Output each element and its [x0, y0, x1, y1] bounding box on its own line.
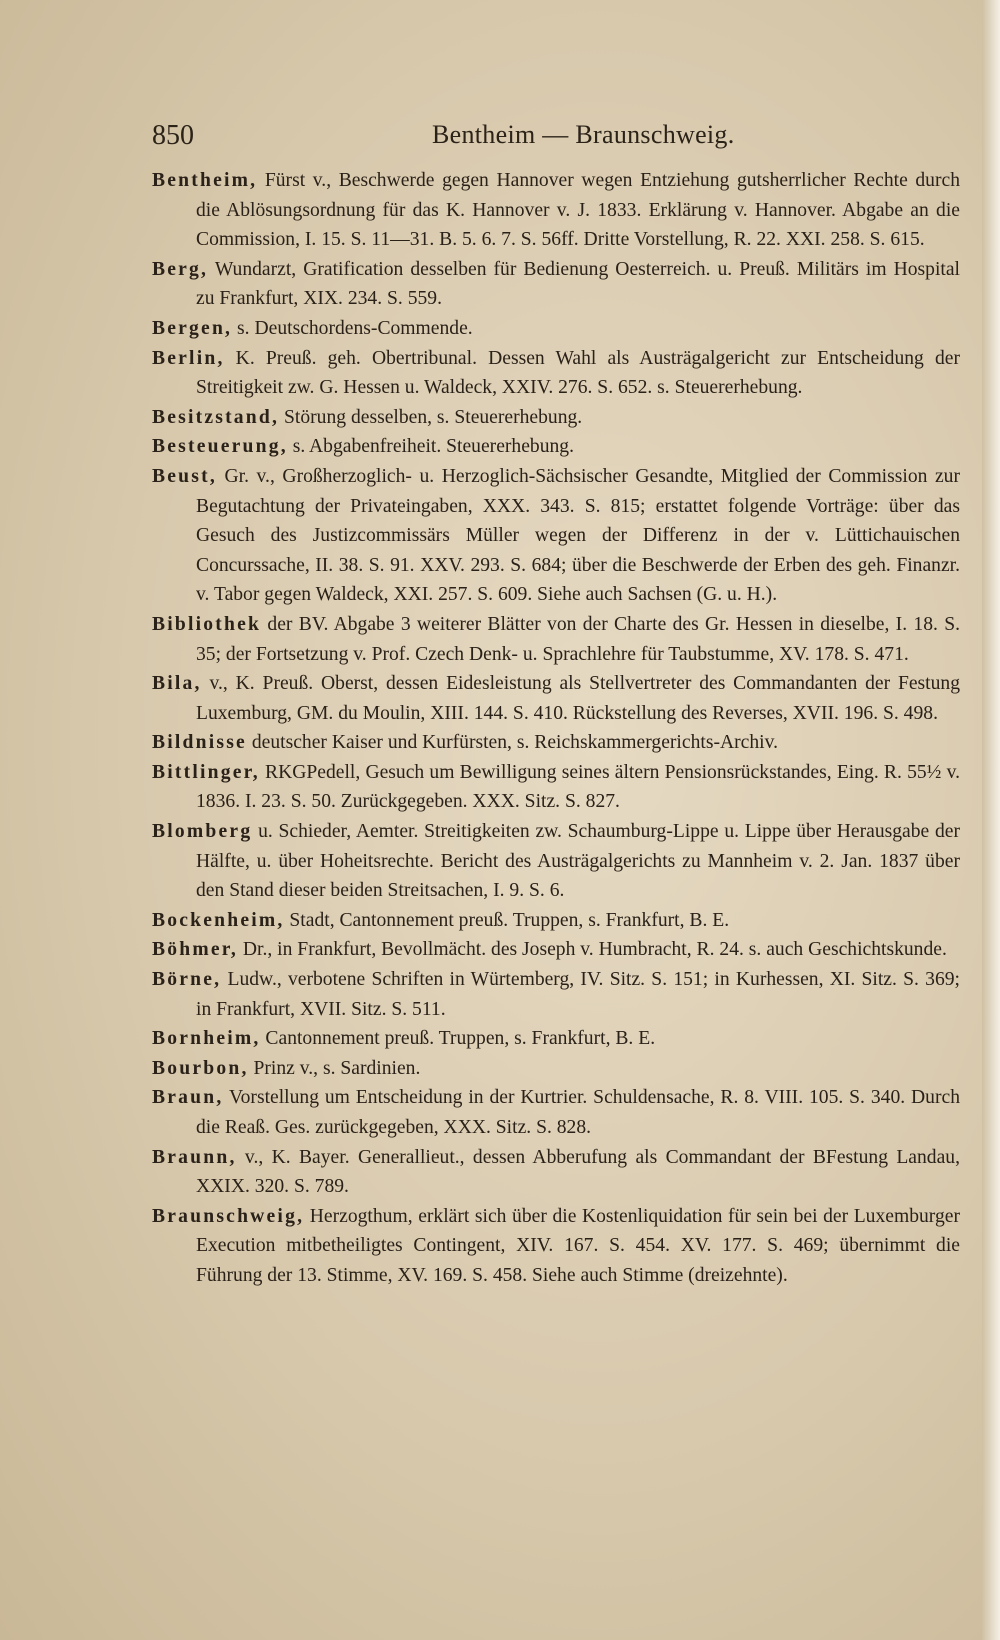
entry-text: v., K. Preuß. Oberst, dessen Eidesleistung als Stellvertreter des Commandanten der Festung Luxemburg, GM. du Moulin, XIII. 144. S. 410. Rückstellung des Reverses, XVII. 196. S. 498.: [196, 673, 960, 724]
entry-lemma: Braunschweig,: [152, 1205, 305, 1227]
entry-lemma: Berlin,: [152, 347, 225, 369]
entry-text: s. Deutschordens-Commende.: [232, 317, 473, 339]
index-entry: [152, 1054, 960, 1084]
entry-text: u. Schieder, Aemter. Streitigkeiten zw. Schaumburg-Lippe u. Lippe über Herausgabe der Hälfte, u. über Hoheitsrechte. Bericht des Austrägalgerichts zu Mannheim v. 2. Jan. 1837 über den Stand dieser beiden Streitsachen, I. 9. S. 6.: [196, 821, 960, 902]
entry-text: Wundarzt, Gratification desselben für Bedienung Oesterreich. u. Preuß. Militärs im Hospital zu Frankfurt, XIX. 234. S. 559.: [196, 258, 960, 310]
index-entry: [152, 610, 960, 669]
entry-lemma: Braun,: [152, 1087, 224, 1109]
entry-lemma: Bergen,: [152, 317, 233, 339]
index-entry: [152, 1143, 960, 1202]
entry-text: Stadt, Cantonnement preuß. Truppen, s. Frankfurt, B. E.: [284, 909, 730, 931]
entry-lemma: Bittlinger,: [152, 761, 260, 783]
entry-lemma: Börne,: [152, 969, 222, 991]
index-entry: [152, 1202, 960, 1291]
page-number: 850: [152, 120, 194, 151]
entry-text: Gr. v., Großherzoglich- u. Herzoglich-Sächsischer Gesandte, Mitglied der Commission zur Begutachtung der Privateingaben, XXX. 343. S. 815; erstattet folgende Vorträge: über das Gesuch des Justizcommissärs Müller wegen der Differenz in der v. Lüttichauischen Concurssache, II. 38. S. 91. XXV. 293. S. 684; über die Beschwerde der Erben des geh. Finanzr. v. Tabor gegen Waldeck, XXI. 257. S. 609. Siehe auch Sachsen (G. u. H.).: [196, 465, 960, 606]
entry-text: Dr., in Frankfurt, Bevollmächt. des Joseph v. Humbracht, R. 24. s. auch Geschichtskunde.: [237, 939, 947, 961]
entry-text: der BV. Abgabe 3 weiterer Blätter von der Charte des Gr. Hessen in dieselbe, I. 18. S. 35; der Fortsetzung v. Prof. Czech Denk- u. Sprachlehre für Taubstumme, XV. 178. S. 471.: [196, 613, 960, 665]
entry-lemma: Bila,: [152, 673, 202, 695]
index-entry: [152, 758, 960, 817]
entry-text: Herzogthum, erklärt sich über die Kostenliquidation für sein bei der Luxemburger Execution mitbetheiligtes Contingent, XIV. 167. S. 454. XV. 177. S. 469; übernimmt die Führung der 13. Stimme, XV. 169. S. 458. Siehe auch Stimme (dreizehnte).: [196, 1205, 960, 1286]
index-entry: [152, 669, 960, 728]
entry-text: Fürst v., Beschwerde gegen Hannover wegen Entziehung gutsherrlicher Rechte durch die Ablösungsordnung für das K. Hannover v. J. 1833. Erklärung v. Hannover. Abgabe an die Commission, I. 15. S. 11—31. B. 5. 6. 7. S. 56ff. Dritte Vorstellung, R. 22. XXI. 258. S. 615.: [196, 170, 960, 251]
page-header: [152, 120, 952, 160]
index-entries: [152, 166, 960, 1291]
entry-lemma: Blomberg: [152, 821, 253, 843]
entry-lemma: Bockenheim,: [152, 909, 285, 931]
index-entry: [152, 935, 960, 965]
entry-lemma: Böhmer,: [152, 939, 238, 961]
running-head: Bentheim — Braunschweig.: [432, 120, 735, 149]
index-entry: [152, 1083, 960, 1142]
entry-text: v., K. Bayer. Generallieut., dessen Abberufung als Commandant der BFestung Landau, XXIX. 320. S. 789.: [196, 1146, 960, 1198]
entry-lemma: Berg,: [152, 258, 209, 280]
index-entry: [152, 462, 960, 610]
index-entry: [152, 817, 960, 906]
entry-text: K. Preuß. geh. Obertribunal. Dessen Wahl als Austrägalgericht zur Entscheidung der Streitigkeit zw. G. Hessen u. Waldeck, XXIV. 276. S. 652. s. Steuererhebung.: [196, 347, 960, 399]
entry-text: deutscher Kaiser und Kurfürsten, s. Reichskammergerichts-Archiv.: [246, 732, 779, 754]
entry-lemma: Bentheim,: [152, 170, 258, 191]
entry-lemma: Besteuerung,: [152, 436, 288, 458]
entry-text: Vorstellung um Entscheidung in der Kurtrier. Schuldensache, R. 8. VIII. 105. S. 340. Durch die Reaß. Ges. zurückgegeben, XXX. Sitz. S. 828.: [196, 1087, 960, 1138]
entry-lemma: Bornheim,: [152, 1028, 261, 1050]
index-entry: [152, 432, 960, 462]
page-edge: [982, 0, 1000, 1640]
index-entry: [152, 1024, 960, 1054]
entry-text: Prinz v., s. Sardinien.: [248, 1057, 421, 1079]
index-entry: [152, 906, 960, 936]
entry-lemma: Bourbon,: [152, 1057, 249, 1079]
entry-text: RKGPedell, Gesuch um Bewilligung seines ältern Pensionsrückstandes, Eing. R. 55½ v. 1836. I. 23. S. 50. Zurückgegeben. XXX. Sitz. S. 827.: [196, 761, 960, 813]
entry-lemma: Bildnisse: [152, 732, 247, 754]
index-entry: [152, 255, 960, 314]
index-entry: [152, 403, 960, 433]
entry-lemma: Bibliothek: [152, 613, 262, 635]
entry-text: s. Abgabenfreiheit. Steuererhebung.: [287, 436, 574, 458]
entry-lemma: Beust,: [152, 465, 217, 487]
entry-text: Störung desselben, s. Steuererhebung.: [279, 406, 583, 428]
index-entry: [152, 965, 960, 1024]
index-entry: [152, 166, 960, 255]
entry-lemma: Besitzstand,: [152, 406, 280, 428]
index-entry: [152, 314, 960, 344]
index-entry: [152, 344, 960, 403]
index-entry: [152, 728, 960, 758]
entry-lemma: Braunn,: [152, 1146, 237, 1168]
entry-text: Ludw., verbotene Schriften in Würtemberg, IV. Sitz. S. 151; in Kurhessen, XI. Sitz. S. 369; in Frankfurt, XVII. Sitz. S. 511.: [196, 969, 960, 1020]
entry-text: Cantonnement preuß. Truppen, s. Frankfurt, B. E.: [260, 1028, 656, 1050]
